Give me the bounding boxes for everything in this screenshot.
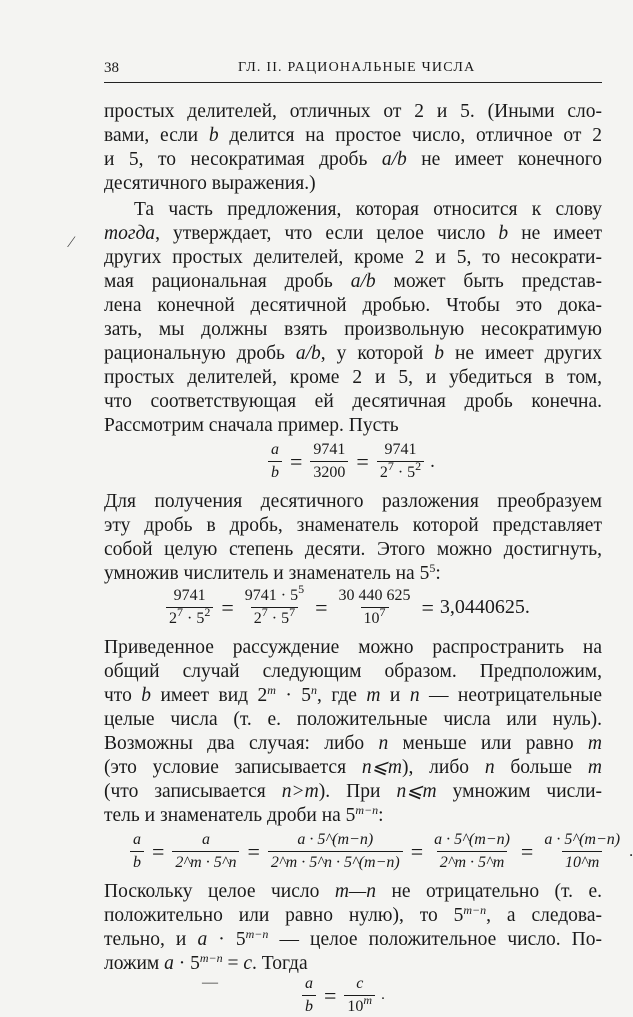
text-line: что b имеет вид $2^m \cdot 5^n$, где m и n — неотрицательные [104, 683, 603, 706]
formula-example: $\frac{a}{b}$ = $\frac{9741}{3200}$ = $\frac{9741}{2^7 \cdot 5^2}$ . [266, 440, 435, 483]
text-line: общий случай следующим образом. Предположим, [104, 661, 602, 682]
text-line: и 5, то несократимая дробь a/b не имеет конечного [104, 149, 602, 170]
chapter-title: ГЛ. II. РАЦИОНАЛЬНЫЕ ЧИСЛА [238, 60, 476, 75]
text-line: мая рациональная дробь a/b может быть представ- [104, 271, 602, 292]
text-line: эту дробь в дробь, знаменатель которой представляет [104, 515, 602, 536]
formula-final: $\frac{a}{b}$ = $\frac{c}{10^m}$ . [300, 974, 385, 1017]
text-line: вами, если b делится на простое число, отличное от 2 [104, 125, 602, 146]
text-line: Приведенное рассуждение можно распространить на [104, 637, 602, 658]
page-number: 38 [104, 60, 119, 76]
text-line: других простых делителей, кроме 2 и 5, то несократи- [104, 247, 602, 268]
text-line: лена конечной десятичной дробью. Чтобы это дока- [104, 295, 602, 316]
text-line: тель и знаменатель дроби на $5^{m-n}$: [104, 803, 384, 826]
text-line: тельно, и $a \cdot 5^{m-n}$ — целое положительное число. По- [104, 927, 603, 950]
text-line: умножив числитель и знаменатель на $5^5$: [104, 561, 441, 584]
text-line: собой целую степень десяти. Этого можно достигнуть, [104, 539, 602, 560]
text-line: (что записывается n>m). При n⩽m умножим числи- [104, 781, 602, 802]
formula-general: $\frac{a}{b}$ = $\frac{a}{2\^{}m \cdot 5\^{}n}$ = $\frac{a \cdot 5\^{}(m-n)}{2\^{}m \cdot 5\^{}n \cdot 5\^{}(m-n)}$ = $\frac{a \cdot 5\^{}(m-n)}{2\^{}m \cdot 5\^{}m}$ = $\frac{a \cdot 5\^{}(m-n)}{10\^{}m}$ . [128, 830, 633, 873]
margin-pencil-mark: ⁄ [70, 234, 73, 251]
text-line: Для получения десятичного разложения преобразуем [104, 491, 602, 512]
text-line: тогда, утверждает, что если целое число b не имеет [104, 223, 602, 244]
text-line: Возможны два случая: либо n меньше или равно m [104, 733, 602, 754]
text-line: простых делителей, кроме 2 и 5, и убедиться в том, [104, 367, 602, 388]
text-line: Та часть предложения, которая относится к слову [134, 199, 602, 220]
running-header [104, 58, 602, 83]
text-line: положительно или равно нулю), то $5^{m-n}$, а следова- [104, 903, 602, 926]
text-line: рациональную дробь a/b, у которой b не имеет других [104, 343, 602, 364]
text-line: что соответствующая ей десятичная дробь конечна. [104, 391, 602, 412]
stray-dash-mark: — [202, 974, 218, 991]
text-line: зать, мы должны взять произвольную несократимую [104, 319, 602, 340]
text-line: ложим $a \cdot 5^{m-n} = c$. Тогда [104, 951, 308, 974]
text-line: простых делителей, отличных от 2 и 5. (Иными сло- [104, 101, 602, 122]
text-line: (это условие записывается n⩽m), либо n больше m [104, 757, 602, 778]
text-line: целые числа (т. е. положительные числа или нуль). [104, 709, 602, 730]
text-line: Рассмотрим сначала пример. Пусть [104, 415, 399, 436]
formula-expansion: $\frac{9741}{2^7 \cdot 5^2}$ = $\frac{9741 \cdot 5^5}{2^7 \cdot 5^7}$ = $\frac{30 440 625}{10^7}$ = 3,0440625. [164, 586, 530, 629]
text-line: Поскольку целое число m—n не отрицательно (т. е. [104, 881, 602, 902]
text-line: десятичного выражения.) [104, 173, 316, 194]
